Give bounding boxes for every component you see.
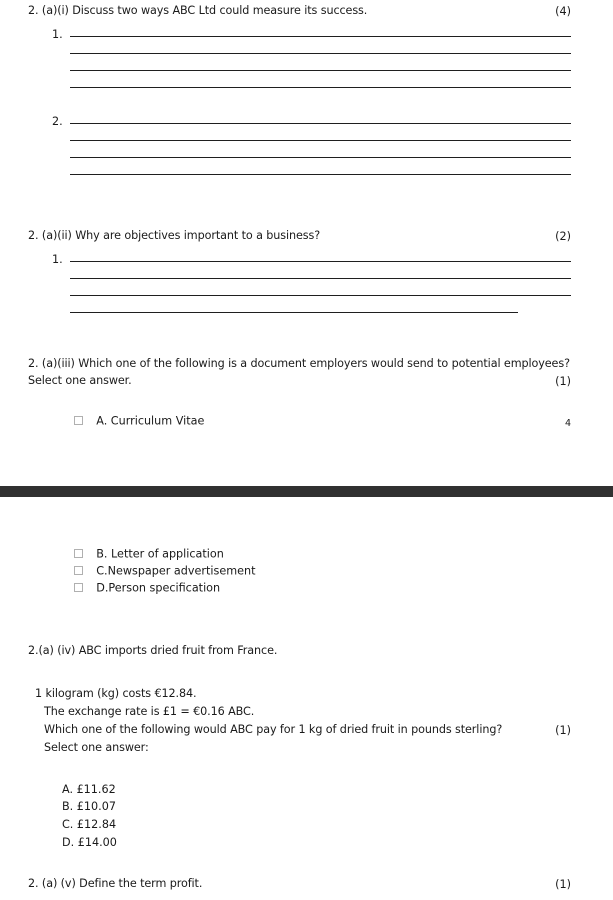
currency-option-c[interactable]: C. £12.84 [62,818,117,831]
answer-rule[interactable] [70,312,518,313]
option-label: B. Letter of application [96,547,224,561]
answer-rule[interactable] [70,295,571,296]
answer-rule[interactable] [70,261,571,262]
option-row-d[interactable] [60,568,220,608]
answer-block-number: 2. [52,115,63,128]
page-break-divider [0,486,613,497]
question-2aiv-body-line-3: Which one of the following would ABC pay for 1 kg of dried fruit in pounds sterling? [44,723,503,736]
option-label: D.Person specification [96,581,221,595]
question-2aiii-text-line-1: 2. (a)(iii) Which one of the following is a document employers would send to potential employees? [28,357,570,370]
checkbox-empty-icon[interactable] [74,583,83,592]
question-2av-text: 2. (a) (v) Define the term profit. [28,877,203,890]
answer-block-number: 1. [52,253,63,266]
option-label: C.Newspaper advertisement [96,564,256,578]
checkbox-empty-icon[interactable] [74,416,83,425]
question-2aii-marks: (2) [555,230,571,243]
currency-option-b[interactable]: B. £10.07 [62,800,116,813]
currency-option-a[interactable]: A. £11.62 [62,783,116,796]
question-2ai-marks: (4) [555,5,571,18]
answer-rule[interactable] [70,70,571,71]
answer-rule[interactable] [70,157,571,158]
question-2aiii-marks: (1) [555,375,571,388]
question-2aiv-body-line-4: Select one answer: [44,741,149,754]
answer-rule[interactable] [70,87,571,88]
option-label: A. Curriculum Vitae [96,414,205,428]
page-number: 4 [564,418,571,429]
question-2aiii-text-line-2: Select one answer. [28,374,132,387]
question-2aiv-marks: (1) [555,724,571,737]
currency-option-d[interactable]: D. £14.00 [62,836,117,849]
question-2aii-text: 2. (a)(ii) Why are objectives important to a business? [28,229,321,242]
answer-rule[interactable] [70,174,571,175]
answer-rule[interactable] [70,53,571,54]
answer-rule[interactable] [70,36,571,37]
question-2ai-text: 2. (a)(i) Discuss two ways ABC Ltd could measure its success. [28,4,368,17]
question-2aiv-body-line-2: The exchange rate is £1 = €0.16 ABC. [44,705,255,718]
question-2av-marks: (1) [555,878,571,891]
option-row-a[interactable] [60,401,204,441]
answer-rule[interactable] [70,140,571,141]
answer-block-number: 1. [52,28,63,41]
question-2aiv-heading: 2.(a) (iv) ABC imports dried fruit from France. [28,644,278,657]
answer-rule[interactable] [70,123,571,124]
question-2aiv-body-line-1: 1 kilogram (kg) costs €12.84. [35,687,197,700]
answer-rule[interactable] [70,278,571,279]
